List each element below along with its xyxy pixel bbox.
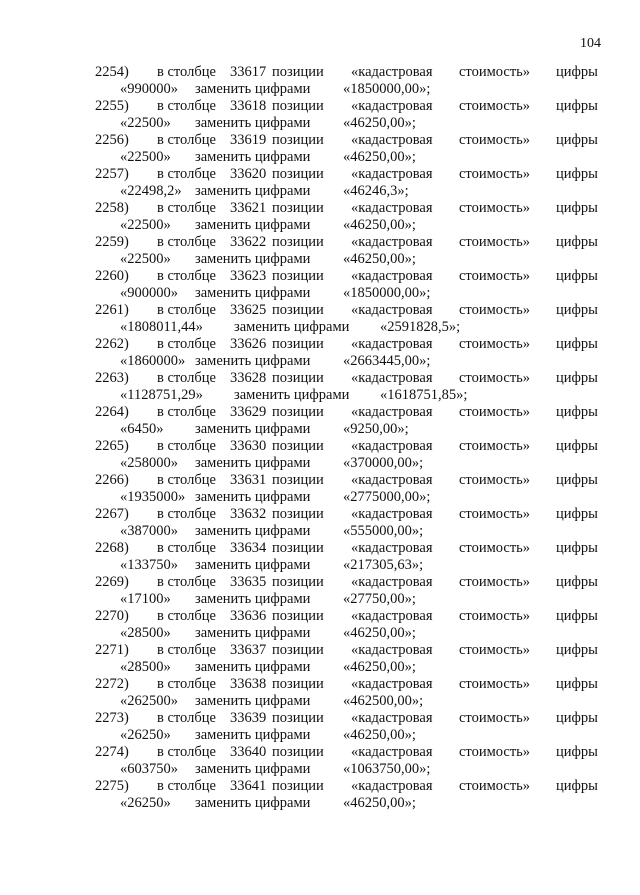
column-code: 33628: [230, 370, 267, 386]
replace-text: заменить цифрами: [234, 319, 350, 335]
entry-number: 2254): [95, 64, 129, 80]
old-value: «22500»: [120, 217, 171, 233]
old-value: «387000»: [120, 523, 178, 539]
cost-text: стоимость»: [459, 710, 531, 726]
digits-text: цифры: [556, 506, 598, 522]
cost-text: стоимость»: [459, 234, 531, 250]
old-value: «990000»: [120, 81, 178, 97]
cost-text: стоимость»: [459, 744, 531, 760]
amendment-entry: [0, 540, 640, 574]
cadastral-text: «кадастровая: [351, 64, 433, 80]
position-text: позиции: [272, 778, 324, 794]
amendment-entry: [0, 676, 640, 710]
amendment-entry: [0, 64, 640, 98]
position-text: позиции: [272, 200, 324, 216]
new-value: «1063750,00»;: [343, 761, 431, 777]
column-code: 33617: [230, 64, 267, 80]
digits-text: цифры: [556, 472, 598, 488]
cadastral-text: «кадастровая: [351, 438, 433, 454]
entry-number: 2259): [95, 234, 129, 250]
digits-text: цифры: [556, 744, 598, 760]
in-column-text: в столбце: [157, 472, 216, 488]
entry-number: 2263): [95, 370, 129, 386]
amendment-entry: [0, 336, 640, 370]
position-text: позиции: [272, 404, 324, 420]
column-code: 33625: [230, 302, 267, 318]
entry-number: 2264): [95, 404, 129, 420]
old-value: «17100»: [120, 591, 171, 607]
in-column-text: в столбце: [157, 540, 216, 556]
new-value: «46250,00»;: [343, 727, 416, 743]
column-code: 33632: [230, 506, 267, 522]
column-code: 33635: [230, 574, 267, 590]
entry-number: 2273): [95, 710, 129, 726]
new-value: «46250,00»;: [343, 217, 416, 233]
cost-text: стоимость»: [459, 540, 531, 556]
column-code: 33640: [230, 744, 267, 760]
amendment-entry: [0, 268, 640, 302]
cost-text: стоимость»: [459, 574, 531, 590]
in-column-text: в столбце: [157, 778, 216, 794]
position-text: позиции: [272, 574, 324, 590]
entry-number: 2265): [95, 438, 129, 454]
old-value: «1860000»: [120, 353, 186, 369]
old-value: «1808011,44»: [120, 319, 203, 335]
old-value: «28500»: [120, 625, 171, 641]
page-number: 104: [580, 36, 601, 51]
column-code: 33638: [230, 676, 267, 692]
replace-text: заменить цифрами: [195, 489, 311, 505]
old-value: «1935000»: [120, 489, 186, 505]
cost-text: стоимость»: [459, 200, 531, 216]
amendment-entry: [0, 574, 640, 608]
cadastral-text: «кадастровая: [351, 574, 433, 590]
replace-text: заменить цифрами: [195, 693, 311, 709]
replace-text: заменить цифрами: [195, 557, 311, 573]
cadastral-text: «кадастровая: [351, 506, 433, 522]
position-text: позиции: [272, 540, 324, 556]
amendment-entry: [0, 132, 640, 166]
entry-number: 2260): [95, 268, 129, 284]
new-value: «1850000,00»;: [343, 285, 431, 301]
replace-text: заменить цифрами: [195, 251, 311, 267]
old-value: «603750»: [120, 761, 178, 777]
new-value: «9250,00»;: [343, 421, 409, 437]
position-text: позиции: [272, 642, 324, 658]
old-value: «1128751,29»: [120, 387, 203, 403]
position-text: позиции: [272, 744, 324, 760]
replace-text: заменить цифрами: [195, 285, 311, 301]
entry-number: 2274): [95, 744, 129, 760]
new-value: «46250,00»;: [343, 149, 416, 165]
old-value: «26250»: [120, 795, 171, 811]
digits-text: цифры: [556, 370, 598, 386]
old-value: «22500»: [120, 149, 171, 165]
position-text: позиции: [272, 64, 324, 80]
cost-text: стоимость»: [459, 506, 531, 522]
cadastral-text: «кадастровая: [351, 608, 433, 624]
amendment-entry: [0, 472, 640, 506]
replace-text: заменить цифрами: [195, 115, 311, 131]
digits-text: цифры: [556, 64, 598, 80]
digits-text: цифры: [556, 98, 598, 114]
column-code: 33629: [230, 404, 267, 420]
digits-text: цифры: [556, 200, 598, 216]
in-column-text: в столбце: [157, 234, 216, 250]
entry-number: 2268): [95, 540, 129, 556]
position-text: позиции: [272, 336, 324, 352]
position-text: позиции: [272, 608, 324, 624]
digits-text: цифры: [556, 608, 598, 624]
old-value: «6450»: [120, 421, 164, 437]
position-text: позиции: [272, 132, 324, 148]
digits-text: цифры: [556, 234, 598, 250]
position-text: позиции: [272, 234, 324, 250]
new-value: «46250,00»;: [343, 795, 416, 811]
in-column-text: в столбце: [157, 574, 216, 590]
digits-text: цифры: [556, 778, 598, 794]
digits-text: цифры: [556, 540, 598, 556]
column-code: 33631: [230, 472, 267, 488]
amendment-entry: [0, 370, 640, 404]
new-value: «2775000,00»;: [343, 489, 431, 505]
digits-text: цифры: [556, 676, 598, 692]
in-column-text: в столбце: [157, 370, 216, 386]
replace-text: заменить цифрами: [195, 591, 311, 607]
old-value: «22500»: [120, 251, 171, 267]
new-value: «46250,00»;: [343, 115, 416, 131]
entry-number: 2267): [95, 506, 129, 522]
cadastral-text: «кадастровая: [351, 676, 433, 692]
entry-number: 2269): [95, 574, 129, 590]
in-column-text: в столбце: [157, 200, 216, 216]
digits-text: цифры: [556, 404, 598, 420]
digits-text: цифры: [556, 336, 598, 352]
column-code: 33637: [230, 642, 267, 658]
cadastral-text: «кадастровая: [351, 370, 433, 386]
old-value: «28500»: [120, 659, 171, 675]
in-column-text: в столбце: [157, 744, 216, 760]
in-column-text: в столбце: [157, 64, 216, 80]
new-value: «27750,00»;: [343, 591, 416, 607]
replace-text: заменить цифрами: [195, 625, 311, 641]
in-column-text: в столбце: [157, 98, 216, 114]
cadastral-text: «кадастровая: [351, 132, 433, 148]
cost-text: стоимость»: [459, 302, 531, 318]
cost-text: стоимость»: [459, 370, 531, 386]
digits-text: цифры: [556, 710, 598, 726]
cadastral-text: «кадастровая: [351, 744, 433, 760]
in-column-text: в столбце: [157, 676, 216, 692]
cadastral-text: «кадастровая: [351, 778, 433, 794]
in-column-text: в столбце: [157, 506, 216, 522]
amendment-entry: [0, 778, 640, 812]
column-code: 33626: [230, 336, 267, 352]
cadastral-text: «кадастровая: [351, 166, 433, 182]
amendment-entry: [0, 506, 640, 540]
cost-text: стоимость»: [459, 642, 531, 658]
column-code: 33639: [230, 710, 267, 726]
amendment-entry: [0, 302, 640, 336]
cadastral-text: «кадастровая: [351, 472, 433, 488]
cadastral-text: «кадастровая: [351, 336, 433, 352]
cost-text: стоимость»: [459, 268, 531, 284]
column-code: 33641: [230, 778, 267, 794]
cadastral-text: «кадастровая: [351, 98, 433, 114]
amendment-entry: [0, 200, 640, 234]
column-code: 33621: [230, 200, 267, 216]
cadastral-text: «кадастровая: [351, 540, 433, 556]
cost-text: стоимость»: [459, 98, 531, 114]
amendment-list: [0, 64, 640, 812]
column-code: 33619: [230, 132, 267, 148]
replace-text: заменить цифрами: [195, 421, 311, 437]
digits-text: цифры: [556, 302, 598, 318]
position-text: позиции: [272, 166, 324, 182]
replace-text: заменить цифрами: [195, 183, 311, 199]
position-text: позиции: [272, 370, 324, 386]
entry-number: 2266): [95, 472, 129, 488]
position-text: позиции: [272, 710, 324, 726]
cost-text: стоимость»: [459, 472, 531, 488]
entry-number: 2275): [95, 778, 129, 794]
old-value: «258000»: [120, 455, 178, 471]
column-code: 33623: [230, 268, 267, 284]
entry-number: 2256): [95, 132, 129, 148]
cost-text: стоимость»: [459, 438, 531, 454]
entry-number: 2257): [95, 166, 129, 182]
amendment-entry: [0, 166, 640, 200]
amendment-entry: [0, 234, 640, 268]
in-column-text: в столбце: [157, 132, 216, 148]
in-column-text: в столбце: [157, 710, 216, 726]
new-value: «1850000,00»;: [343, 81, 431, 97]
position-text: позиции: [272, 302, 324, 318]
in-column-text: в столбце: [157, 166, 216, 182]
new-value: «462500,00»;: [343, 693, 424, 709]
replace-text: заменить цифрами: [195, 761, 311, 777]
amendment-entry: [0, 608, 640, 642]
cadastral-text: «кадастровая: [351, 710, 433, 726]
cadastral-text: «кадастровая: [351, 404, 433, 420]
old-value: «26250»: [120, 727, 171, 743]
new-value: «46250,00»;: [343, 625, 416, 641]
entry-number: 2258): [95, 200, 129, 216]
position-text: позиции: [272, 472, 324, 488]
old-value: «900000»: [120, 285, 178, 301]
amendment-entry: [0, 438, 640, 472]
cadastral-text: «кадастровая: [351, 268, 433, 284]
entry-number: 2261): [95, 302, 129, 318]
digits-text: цифры: [556, 268, 598, 284]
column-code: 33620: [230, 166, 267, 182]
in-column-text: в столбце: [157, 438, 216, 454]
position-text: позиции: [272, 268, 324, 284]
entry-number: 2255): [95, 98, 129, 114]
cadastral-text: «кадастровая: [351, 642, 433, 658]
cost-text: стоимость»: [459, 132, 531, 148]
amendment-entry: [0, 710, 640, 744]
cost-text: стоимость»: [459, 404, 531, 420]
cost-text: стоимость»: [459, 336, 531, 352]
new-value: «2663445,00»;: [343, 353, 431, 369]
replace-text: заменить цифрами: [195, 659, 311, 675]
in-column-text: в столбце: [157, 302, 216, 318]
digits-text: цифры: [556, 132, 598, 148]
column-code: 33622: [230, 234, 267, 250]
digits-text: цифры: [556, 166, 598, 182]
replace-text: заменить цифрами: [195, 149, 311, 165]
column-code: 33634: [230, 540, 267, 556]
amendment-entry: [0, 744, 640, 778]
column-code: 33630: [230, 438, 267, 454]
new-value: «46246,3»;: [343, 183, 409, 199]
new-value: «370000,00»;: [343, 455, 424, 471]
replace-text: заменить цифрами: [234, 387, 350, 403]
amendment-entry: [0, 98, 640, 132]
cadastral-text: «кадастровая: [351, 234, 433, 250]
in-column-text: в столбце: [157, 336, 216, 352]
in-column-text: в столбце: [157, 404, 216, 420]
in-column-text: в столбце: [157, 608, 216, 624]
entry-number: 2262): [95, 336, 129, 352]
replace-text: заменить цифрами: [195, 795, 311, 811]
digits-text: цифры: [556, 438, 598, 454]
amendment-entry: [0, 404, 640, 438]
old-value: «22498,2»: [120, 183, 182, 199]
cadastral-text: «кадастровая: [351, 302, 433, 318]
cost-text: стоимость»: [459, 64, 531, 80]
replace-text: заменить цифрами: [195, 81, 311, 97]
position-text: позиции: [272, 506, 324, 522]
cadastral-text: «кадастровая: [351, 200, 433, 216]
replace-text: заменить цифрами: [195, 523, 311, 539]
entry-number: 2271): [95, 642, 129, 658]
new-value: «555000,00»;: [343, 523, 424, 539]
new-value: «217305,63»;: [343, 557, 424, 573]
cost-text: стоимость»: [459, 608, 531, 624]
entry-number: 2270): [95, 608, 129, 624]
replace-text: заменить цифрами: [195, 455, 311, 471]
position-text: позиции: [272, 676, 324, 692]
entry-number: 2272): [95, 676, 129, 692]
column-code: 33618: [230, 98, 267, 114]
replace-text: заменить цифрами: [195, 727, 311, 743]
replace-text: заменить цифрами: [195, 217, 311, 233]
in-column-text: в столбце: [157, 268, 216, 284]
new-value: «46250,00»;: [343, 251, 416, 267]
old-value: «22500»: [120, 115, 171, 131]
amendment-entry: [0, 642, 640, 676]
new-value: «1618751,85»;: [380, 387, 468, 403]
cost-text: стоимость»: [459, 676, 531, 692]
old-value: «262500»: [120, 693, 178, 709]
old-value: «133750»: [120, 557, 178, 573]
position-text: позиции: [272, 98, 324, 114]
cost-text: стоимость»: [459, 166, 531, 182]
replace-text: заменить цифрами: [195, 353, 311, 369]
digits-text: цифры: [556, 642, 598, 658]
in-column-text: в столбце: [157, 642, 216, 658]
digits-text: цифры: [556, 574, 598, 590]
column-code: 33636: [230, 608, 267, 624]
cost-text: стоимость»: [459, 778, 531, 794]
new-value: «2591828,5»;: [380, 319, 461, 335]
position-text: позиции: [272, 438, 324, 454]
new-value: «46250,00»;: [343, 659, 416, 675]
